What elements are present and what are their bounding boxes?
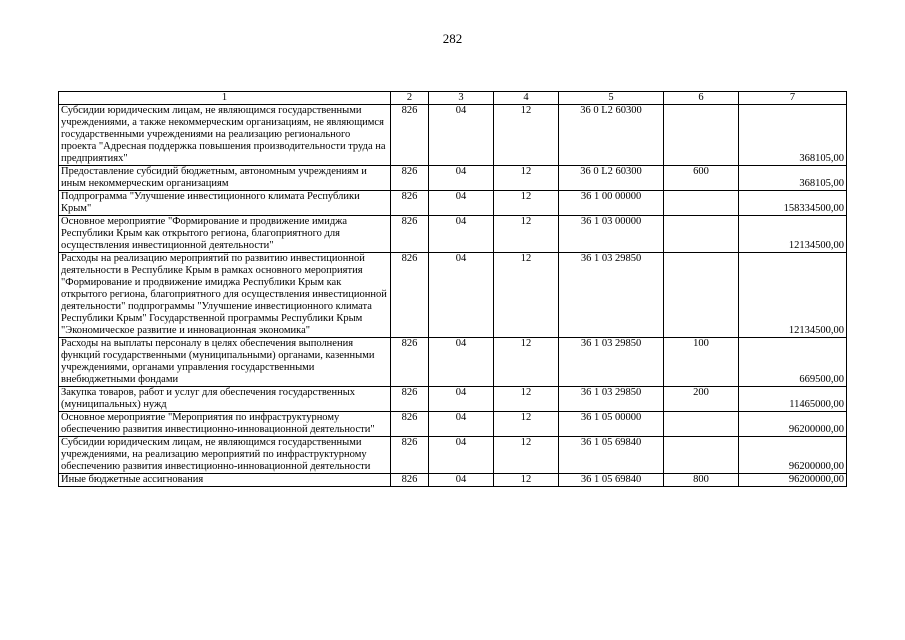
header-cell-6: 6: [664, 92, 739, 105]
ved-cell: 826: [391, 338, 429, 387]
target-article-cell: 36 1 05 00000: [559, 412, 664, 437]
ved-cell: 826: [391, 191, 429, 216]
section-cell: 04: [429, 338, 494, 387]
target-article-cell: 36 1 03 29850: [559, 338, 664, 387]
table-row: [59, 191, 847, 216]
section-cell: 04: [429, 166, 494, 191]
header-cell-5: 5: [559, 92, 664, 105]
row-name-cell: Предоставление субсидий бюджетным, автономным учреждениям и иным некоммерческим организациям: [59, 166, 391, 191]
header-cell-4: 4: [494, 92, 559, 105]
table-row: [59, 166, 847, 191]
section-cell: 04: [429, 216, 494, 253]
expense-type-cell: 600: [664, 166, 739, 191]
budget-table: [58, 91, 847, 487]
ved-cell: 826: [391, 166, 429, 191]
amount-cell: 96200000,00: [739, 437, 847, 474]
header-cell-1: 1: [59, 92, 391, 105]
ved-cell: 826: [391, 105, 429, 166]
row-name-cell: Расходы на выплаты персоналу в целях обеспечения выполнения функций государственными (муниципальными) органами, казенными учреждениями, органами управления государственными внебюджетными фондами: [59, 338, 391, 387]
amount-cell: 11465000,00: [739, 387, 847, 412]
amount-cell: 12134500,00: [739, 253, 847, 338]
amount-cell: 368105,00: [739, 166, 847, 191]
subsection-cell: 12: [494, 191, 559, 216]
table-row: [59, 437, 847, 474]
amount-cell: 96200000,00: [739, 474, 847, 487]
target-article-cell: 36 1 05 69840: [559, 474, 664, 487]
target-article-cell: 36 1 03 29850: [559, 387, 664, 412]
table-row: [59, 216, 847, 253]
table-row: [59, 105, 847, 166]
expense-type-cell: [664, 412, 739, 437]
subsection-cell: 12: [494, 474, 559, 487]
subsection-cell: 12: [494, 166, 559, 191]
row-name-cell: Субсидии юридическим лицам, не являющимся государственными учреждениями, а также некоммерческим организациям, не являющимся государственными учреждениями на реализацию регионального проекта "Адресная поддержка повышения производительности труда на предприятиях": [59, 105, 391, 166]
table-row: [59, 338, 847, 387]
page-number: 282: [442, 31, 463, 46]
row-name-cell: Расходы на реализацию мероприятий по развитию инвестиционной деятельности в Республике Крым в рамках основного мероприятия "Формирование и продвижение имиджа Республики Крым как открытого региона, благоприятного для осуществления инвестиционной деятельности" подпрограммы "Улучшение инвестиционного климата Республики Крым" Государственной программы Республики Крым "Экономическое развитие и инновационная экономика": [59, 253, 391, 338]
amount-cell: 368105,00: [739, 105, 847, 166]
row-name-cell: Закупка товаров, работ и услуг для обеспечения государственных (муниципальных) нужд: [59, 387, 391, 412]
expense-type-cell: 200: [664, 387, 739, 412]
section-cell: 04: [429, 105, 494, 166]
section-cell: 04: [429, 387, 494, 412]
table-row: [59, 412, 847, 437]
expense-type-cell: [664, 253, 739, 338]
row-name-cell: Иные бюджетные ассигнования: [59, 474, 391, 487]
ved-cell: 826: [391, 437, 429, 474]
ved-cell: 826: [391, 253, 429, 338]
section-cell: 04: [429, 253, 494, 338]
table-row: [59, 474, 847, 487]
ved-cell: 826: [391, 474, 429, 487]
header-cell-3: 3: [429, 92, 494, 105]
expense-type-cell: [664, 105, 739, 166]
ved-cell: 826: [391, 216, 429, 253]
target-article-cell: 36 1 03 29850: [559, 253, 664, 338]
expense-type-cell: 100: [664, 338, 739, 387]
subsection-cell: 12: [494, 412, 559, 437]
target-article-cell: 36 1 00 00000: [559, 191, 664, 216]
target-article-cell: 36 0 L2 60300: [559, 105, 664, 166]
section-cell: 04: [429, 412, 494, 437]
subsection-cell: 12: [494, 338, 559, 387]
expense-type-cell: 800: [664, 474, 739, 487]
table-row: [59, 387, 847, 412]
section-cell: 04: [429, 191, 494, 216]
subsection-cell: 12: [494, 216, 559, 253]
target-article-cell: 36 1 03 00000: [559, 216, 664, 253]
subsection-cell: 12: [494, 105, 559, 166]
header-row: [59, 92, 847, 105]
subsection-cell: 12: [494, 437, 559, 474]
expense-type-cell: [664, 216, 739, 253]
target-article-cell: 36 0 L2 60300: [559, 166, 664, 191]
amount-cell: 96200000,00: [739, 412, 847, 437]
ved-cell: 826: [391, 387, 429, 412]
target-article-cell: 36 1 05 69840: [559, 437, 664, 474]
amount-cell: 669500,00: [739, 338, 847, 387]
subsection-cell: 12: [494, 253, 559, 338]
header-cell-2: 2: [391, 92, 429, 105]
section-cell: 04: [429, 474, 494, 487]
amount-cell: 158334500,00: [739, 191, 847, 216]
ved-cell: 826: [391, 412, 429, 437]
row-name-cell: Подпрограмма "Улучшение инвестиционного климата Республики Крым": [59, 191, 391, 216]
header-cell-7: 7: [739, 92, 847, 105]
section-cell: 04: [429, 437, 494, 474]
table-row: [59, 253, 847, 338]
row-name-cell: Основное мероприятие "Формирование и продвижение имиджа Республики Крым как открытого региона, благоприятного для осуществления инвестиционной деятельности": [59, 216, 391, 253]
expense-type-cell: [664, 191, 739, 216]
subsection-cell: 12: [494, 387, 559, 412]
expense-type-cell: [664, 437, 739, 474]
amount-cell: 12134500,00: [739, 216, 847, 253]
row-name-cell: Субсидии юридическим лицам, не являющимся государственными учреждениями, на реализацию мероприятий по инфраструктурному обеспечению развития инвестиционно-инновационной деятельности: [59, 437, 391, 474]
row-name-cell: Основное мероприятие "Мероприятия по инфраструктурному обеспечению развития инвестиционно-инновационной деятельности": [59, 412, 391, 437]
